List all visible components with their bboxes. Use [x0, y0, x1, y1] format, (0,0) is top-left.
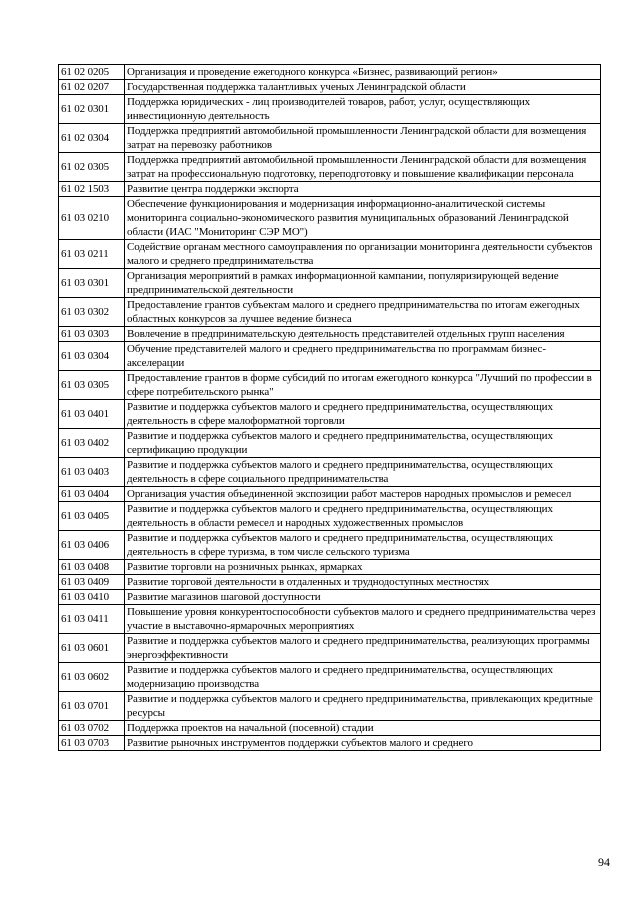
row-description: Государственная поддержка талантливых ученых Ленинградской области — [125, 80, 601, 95]
table-row — [59, 736, 601, 751]
table-row — [59, 298, 601, 327]
table-row — [59, 429, 601, 458]
table-row — [59, 605, 601, 634]
row-code: 61 02 0305 — [59, 153, 125, 182]
row-description: Развитие и поддержка субъектов малого и среднего предпринимательства, осуществляющих деятельность в сфере малоформатной торговли — [125, 400, 601, 429]
table-row — [59, 240, 601, 269]
budget-codes-table — [58, 64, 601, 751]
table-row — [59, 153, 601, 182]
row-description: Предоставление грантов в форме субсидий по итогам ежегодного конкурса "Лучший по профессии в сфере потребительского рынка" — [125, 371, 601, 400]
row-description: Развитие и поддержка субъектов малого и среднего предпринимательства, привлекающих кредитные ресурсы — [125, 692, 601, 721]
table-row — [59, 721, 601, 736]
row-description: Развитие и поддержка субъектов малого и среднего предпринимательства, осуществляющих деятельность в сфере туризма, в том числе сельского туризма — [125, 531, 601, 560]
row-code: 61 03 0410 — [59, 590, 125, 605]
row-description: Развитие и поддержка субъектов малого и среднего предпринимательства, осуществляющих модернизацию производства — [125, 663, 601, 692]
table-row — [59, 124, 601, 153]
table-row — [59, 531, 601, 560]
row-code: 61 03 0305 — [59, 371, 125, 400]
row-code: 61 02 1503 — [59, 182, 125, 197]
row-description: Организация и проведение ежегодного конкурса «Бизнес, развивающий регион» — [125, 65, 601, 80]
row-code: 61 03 0701 — [59, 692, 125, 721]
row-code: 61 02 0304 — [59, 124, 125, 153]
table-row — [59, 182, 601, 197]
row-code: 61 03 0303 — [59, 327, 125, 342]
row-code: 61 03 0211 — [59, 240, 125, 269]
table-row — [59, 487, 601, 502]
row-code: 61 03 0411 — [59, 605, 125, 634]
table-row — [59, 197, 601, 240]
row-code: 61 03 0304 — [59, 342, 125, 371]
row-code: 61 02 0207 — [59, 80, 125, 95]
row-description: Развитие и поддержка субъектов малого и среднего предпринимательства, осуществляющих деятельность в области ремесел и народных художественных промыслов — [125, 502, 601, 531]
table-row — [59, 342, 601, 371]
row-description: Развитие и поддержка субъектов малого и среднего предпринимательства, осуществляющих сертификацию продукции — [125, 429, 601, 458]
row-code: 61 03 0702 — [59, 721, 125, 736]
table-row — [59, 560, 601, 575]
table-row — [59, 400, 601, 429]
row-code: 61 03 0406 — [59, 531, 125, 560]
row-code: 61 03 0210 — [59, 197, 125, 240]
table-row — [59, 663, 601, 692]
row-description: Обучение представителей малого и среднего предпринимательства по программам бизнес-акселерации — [125, 342, 601, 371]
page-number: 94 — [598, 855, 610, 869]
table-row — [59, 590, 601, 605]
row-description: Содействие органам местного самоуправления по организации мониторинга деятельности субъектов малого и среднего предпринимательства — [125, 240, 601, 269]
row-description: Развитие и поддержка субъектов малого и среднего предпринимательства, реализующих программы энергоэффективности — [125, 634, 601, 663]
table-row — [59, 634, 601, 663]
table-body — [59, 65, 601, 751]
table-row — [59, 692, 601, 721]
table-row — [59, 95, 601, 124]
row-description: Развитие центра поддержки экспорта — [125, 182, 601, 197]
row-description: Поддержка предприятий автомобильной промышленности Ленинградской области для возмещения затрат на перевозку работников — [125, 124, 601, 153]
row-description: Развитие магазинов шаговой доступности — [125, 590, 601, 605]
row-description: Вовлечение в предпринимательскую деятельность представителей отдельных групп населения — [125, 327, 601, 342]
row-description: Развитие торговой деятельности в отдаленных и труднодоступных местностях — [125, 575, 601, 590]
row-code: 61 03 0409 — [59, 575, 125, 590]
row-description: Поддержка проектов на начальной (посевной) стадии — [125, 721, 601, 736]
row-description: Развитие торговли на розничных рынках, ярмарках — [125, 560, 601, 575]
row-code: 61 03 0703 — [59, 736, 125, 751]
row-description: Развитие рыночных инструментов поддержки субъектов малого и среднего — [125, 736, 601, 751]
row-description: Поддержка предприятий автомобильной промышленности Ленинградской области для возмещения затрат на профессиональную подготовку, переподготовку и повышение квалификации персонала — [125, 153, 601, 182]
row-description: Развитие и поддержка субъектов малого и среднего предпринимательства, осуществляющих деятельность в сфере социального предпринимательства — [125, 458, 601, 487]
row-code: 61 03 0403 — [59, 458, 125, 487]
row-description: Предоставление грантов субъектам малого и среднего предпринимательства по итогам ежегодных областных конкурсов за лучшее ведение бизнеса — [125, 298, 601, 327]
row-description: Поддержка юридических - лиц производителей товаров, работ, услуг, осуществляющих инвестиционную деятельность — [125, 95, 601, 124]
table-row — [59, 502, 601, 531]
table-row — [59, 458, 601, 487]
row-code: 61 03 0404 — [59, 487, 125, 502]
table-row — [59, 65, 601, 80]
row-code: 61 02 0205 — [59, 65, 125, 80]
table-row — [59, 327, 601, 342]
table-row — [59, 575, 601, 590]
row-description: Обеспечение функционирования и модернизация информационно-аналитической системы мониторинга социально-экономического развития муниципальных образований Ленинградской области (ИАС "Мониторинг СЭР МО") — [125, 197, 601, 240]
row-code: 61 03 0401 — [59, 400, 125, 429]
row-code: 61 02 0301 — [59, 95, 125, 124]
table-row — [59, 269, 601, 298]
row-code: 61 03 0405 — [59, 502, 125, 531]
row-description: Повышение уровня конкурентоспособности субъектов малого и среднего предпринимательства через участие в выставочно-ярмарочных мероприятиях — [125, 605, 601, 634]
row-code: 61 03 0302 — [59, 298, 125, 327]
row-code: 61 03 0601 — [59, 634, 125, 663]
row-code: 61 03 0602 — [59, 663, 125, 692]
row-description: Организация мероприятий в рамках информационной кампании, популяризирующей ведение предпринимательской деятельности — [125, 269, 601, 298]
table-row — [59, 371, 601, 400]
row-code: 61 03 0402 — [59, 429, 125, 458]
row-description: Организация участия объединенной экспозиции работ мастеров народных промыслов и ремесел — [125, 487, 601, 502]
row-code: 61 03 0301 — [59, 269, 125, 298]
row-code: 61 03 0408 — [59, 560, 125, 575]
table-row — [59, 80, 601, 95]
